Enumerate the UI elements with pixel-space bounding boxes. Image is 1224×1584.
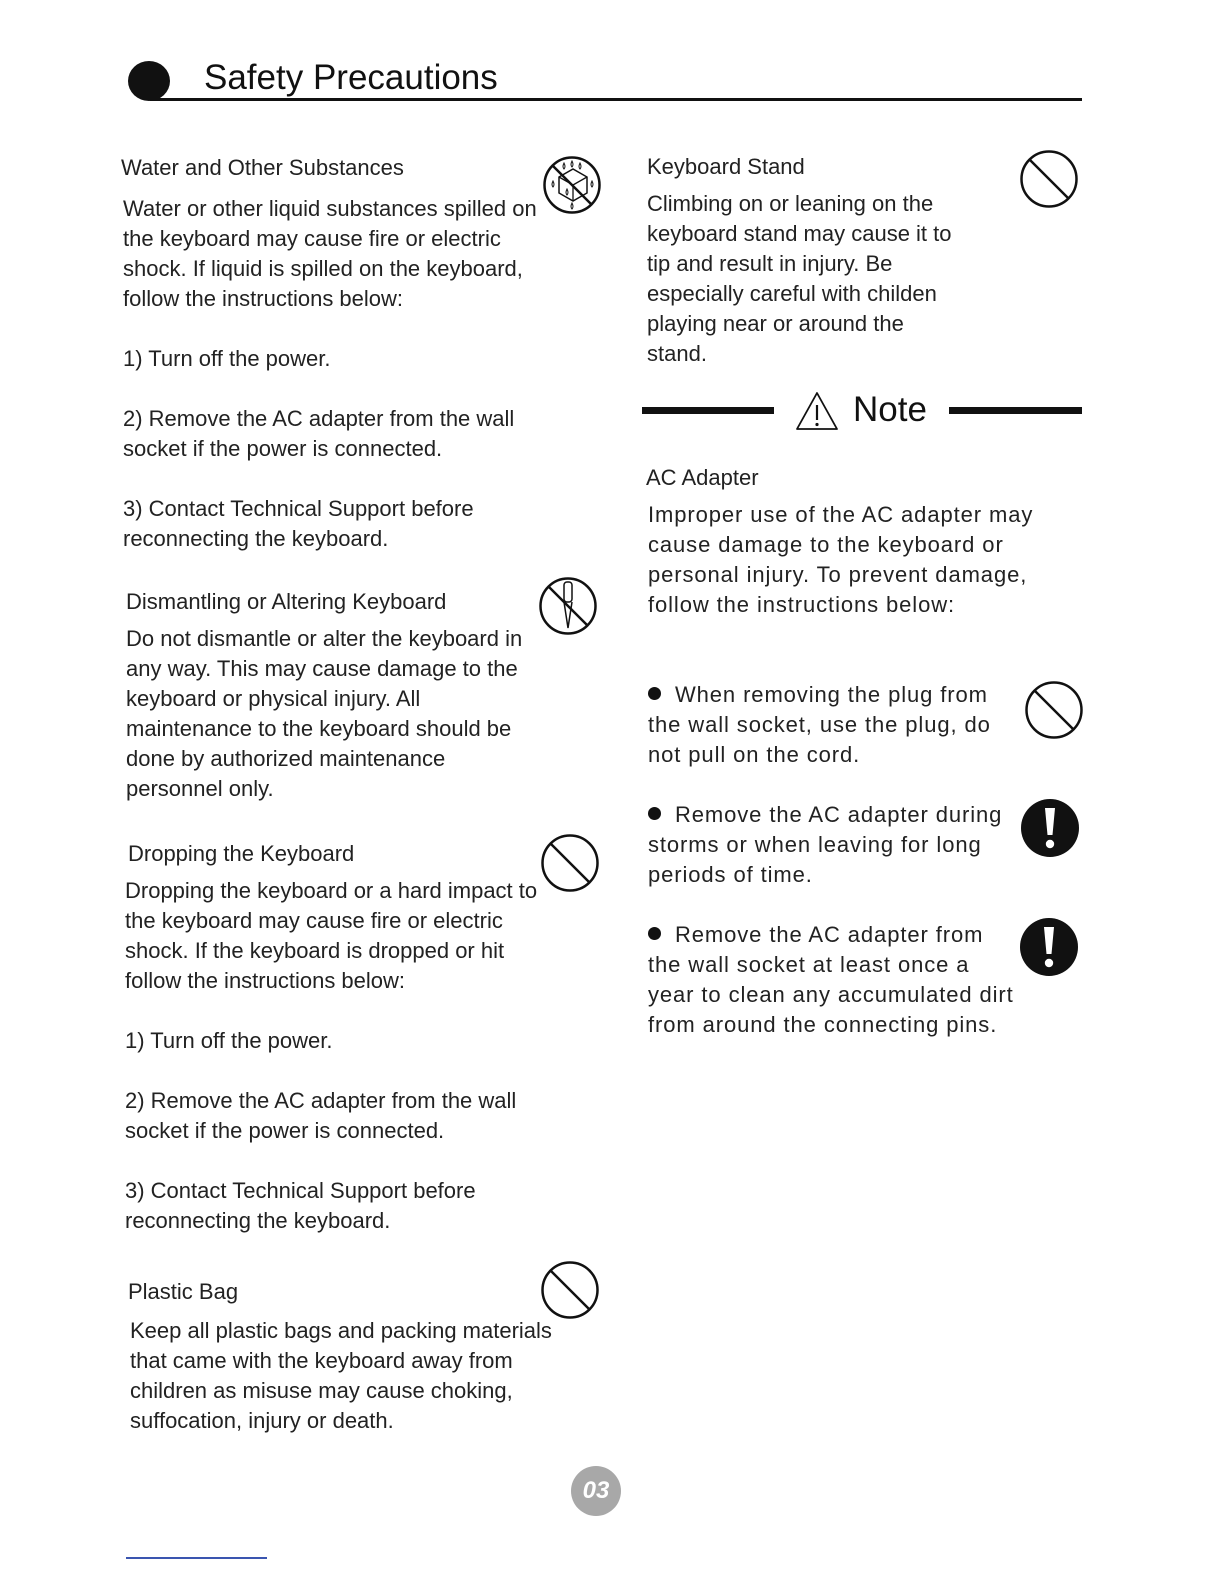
stand-body: Climbing on or leaning on the keyboard stand may cause it to tip and result in injury. Be especially careful with childen playing near or around the stand. bbox=[647, 191, 952, 366]
prohibited-icon bbox=[1019, 149, 1079, 209]
prohibited-icon bbox=[540, 1260, 600, 1320]
adapter-bullet-3 bbox=[648, 920, 1020, 1040]
mandatory-icon bbox=[1019, 917, 1079, 977]
adapter-intro: Improper use of the AC adapter may cause damage to the keyboard or personal injury. To prevent damage, follow the instructions below: bbox=[648, 502, 1034, 617]
note-rule-right bbox=[949, 407, 1082, 414]
header-bullet-icon bbox=[128, 61, 170, 101]
water-heading: Water and Other Substances bbox=[121, 155, 404, 180]
mandatory-icon bbox=[1020, 798, 1080, 858]
water-intro: Water or other liquid substances spilled on the keyboard may cause fire or electric shock. If liquid is spilled on the keyboard, follow the instructions below: bbox=[123, 196, 537, 311]
warning-triangle-icon bbox=[794, 390, 840, 432]
dropping-section bbox=[125, 876, 550, 1236]
adapter-bullet-2 bbox=[648, 800, 1020, 890]
bullet-dot-icon bbox=[648, 687, 661, 700]
adapter-bullet-1-text: When removing the plug from the wall socket, use the plug, do not pull on the cord. bbox=[648, 682, 991, 767]
dismantling-body: Do not dismantle or alter the keyboard in any way. This may cause damage to the keyboard or physical injury. All maintenance to the keyboard should be done by authorized maintenance personnel only. bbox=[126, 626, 523, 801]
bottom-link-underline bbox=[126, 1557, 267, 1559]
water-step-1: 1) Turn off the power. bbox=[123, 346, 331, 371]
note-label: Note bbox=[853, 390, 927, 429]
dropping-heading: Dropping the Keyboard bbox=[128, 841, 355, 866]
page-number-badge: 03 bbox=[571, 1466, 621, 1516]
water-section bbox=[123, 194, 553, 554]
adapter-bullet-1 bbox=[648, 680, 1018, 770]
dropping-step-2: 2) Remove the AC adapter from the wall socket if the power is connected. bbox=[125, 1088, 517, 1143]
stand-heading: Keyboard Stand bbox=[647, 154, 805, 179]
adapter-bullet-2-text: Remove the AC adapter during storms or when leaving for long periods of time. bbox=[648, 802, 1003, 887]
page-title: Safety Precautions bbox=[204, 58, 498, 97]
bullet-dot-icon bbox=[648, 927, 661, 940]
prohibited-icon bbox=[1024, 680, 1084, 740]
dropping-step-3: 3) Contact Technical Support before reconnecting the keyboard. bbox=[125, 1178, 476, 1233]
no-disassembly-icon bbox=[538, 576, 598, 636]
adapter-bullet-3-text: Remove the AC adapter from the wall socket at least once a year to clean any accumulated dirt from around the connecting pins. bbox=[648, 922, 1014, 1037]
dropping-step-1: 1) Turn off the power. bbox=[125, 1028, 333, 1053]
plastic-body: Keep all plastic bags and packing materials that came with the keyboard away from children as misuse may cause choking, suffocation, injury or death. bbox=[130, 1318, 552, 1433]
water-step-2: 2) Remove the AC adapter from the wall socket if the power is connected. bbox=[123, 406, 515, 461]
adapter-heading: AC Adapter bbox=[646, 465, 759, 490]
plastic-heading: Plastic Bag bbox=[128, 1279, 239, 1304]
dismantling-heading: Dismantling or Altering Keyboard bbox=[126, 589, 447, 614]
bullet-dot-icon bbox=[648, 807, 661, 820]
header-rule bbox=[150, 98, 1082, 101]
dropping-intro: Dropping the keyboard or a hard impact to the keyboard may cause fire or electric shock. If the keyboard is dropped or hit follow the instructions below: bbox=[125, 878, 538, 993]
water-step-3: 3) Contact Technical Support before reconnecting the keyboard. bbox=[123, 496, 474, 551]
note-rule-left bbox=[642, 407, 774, 414]
